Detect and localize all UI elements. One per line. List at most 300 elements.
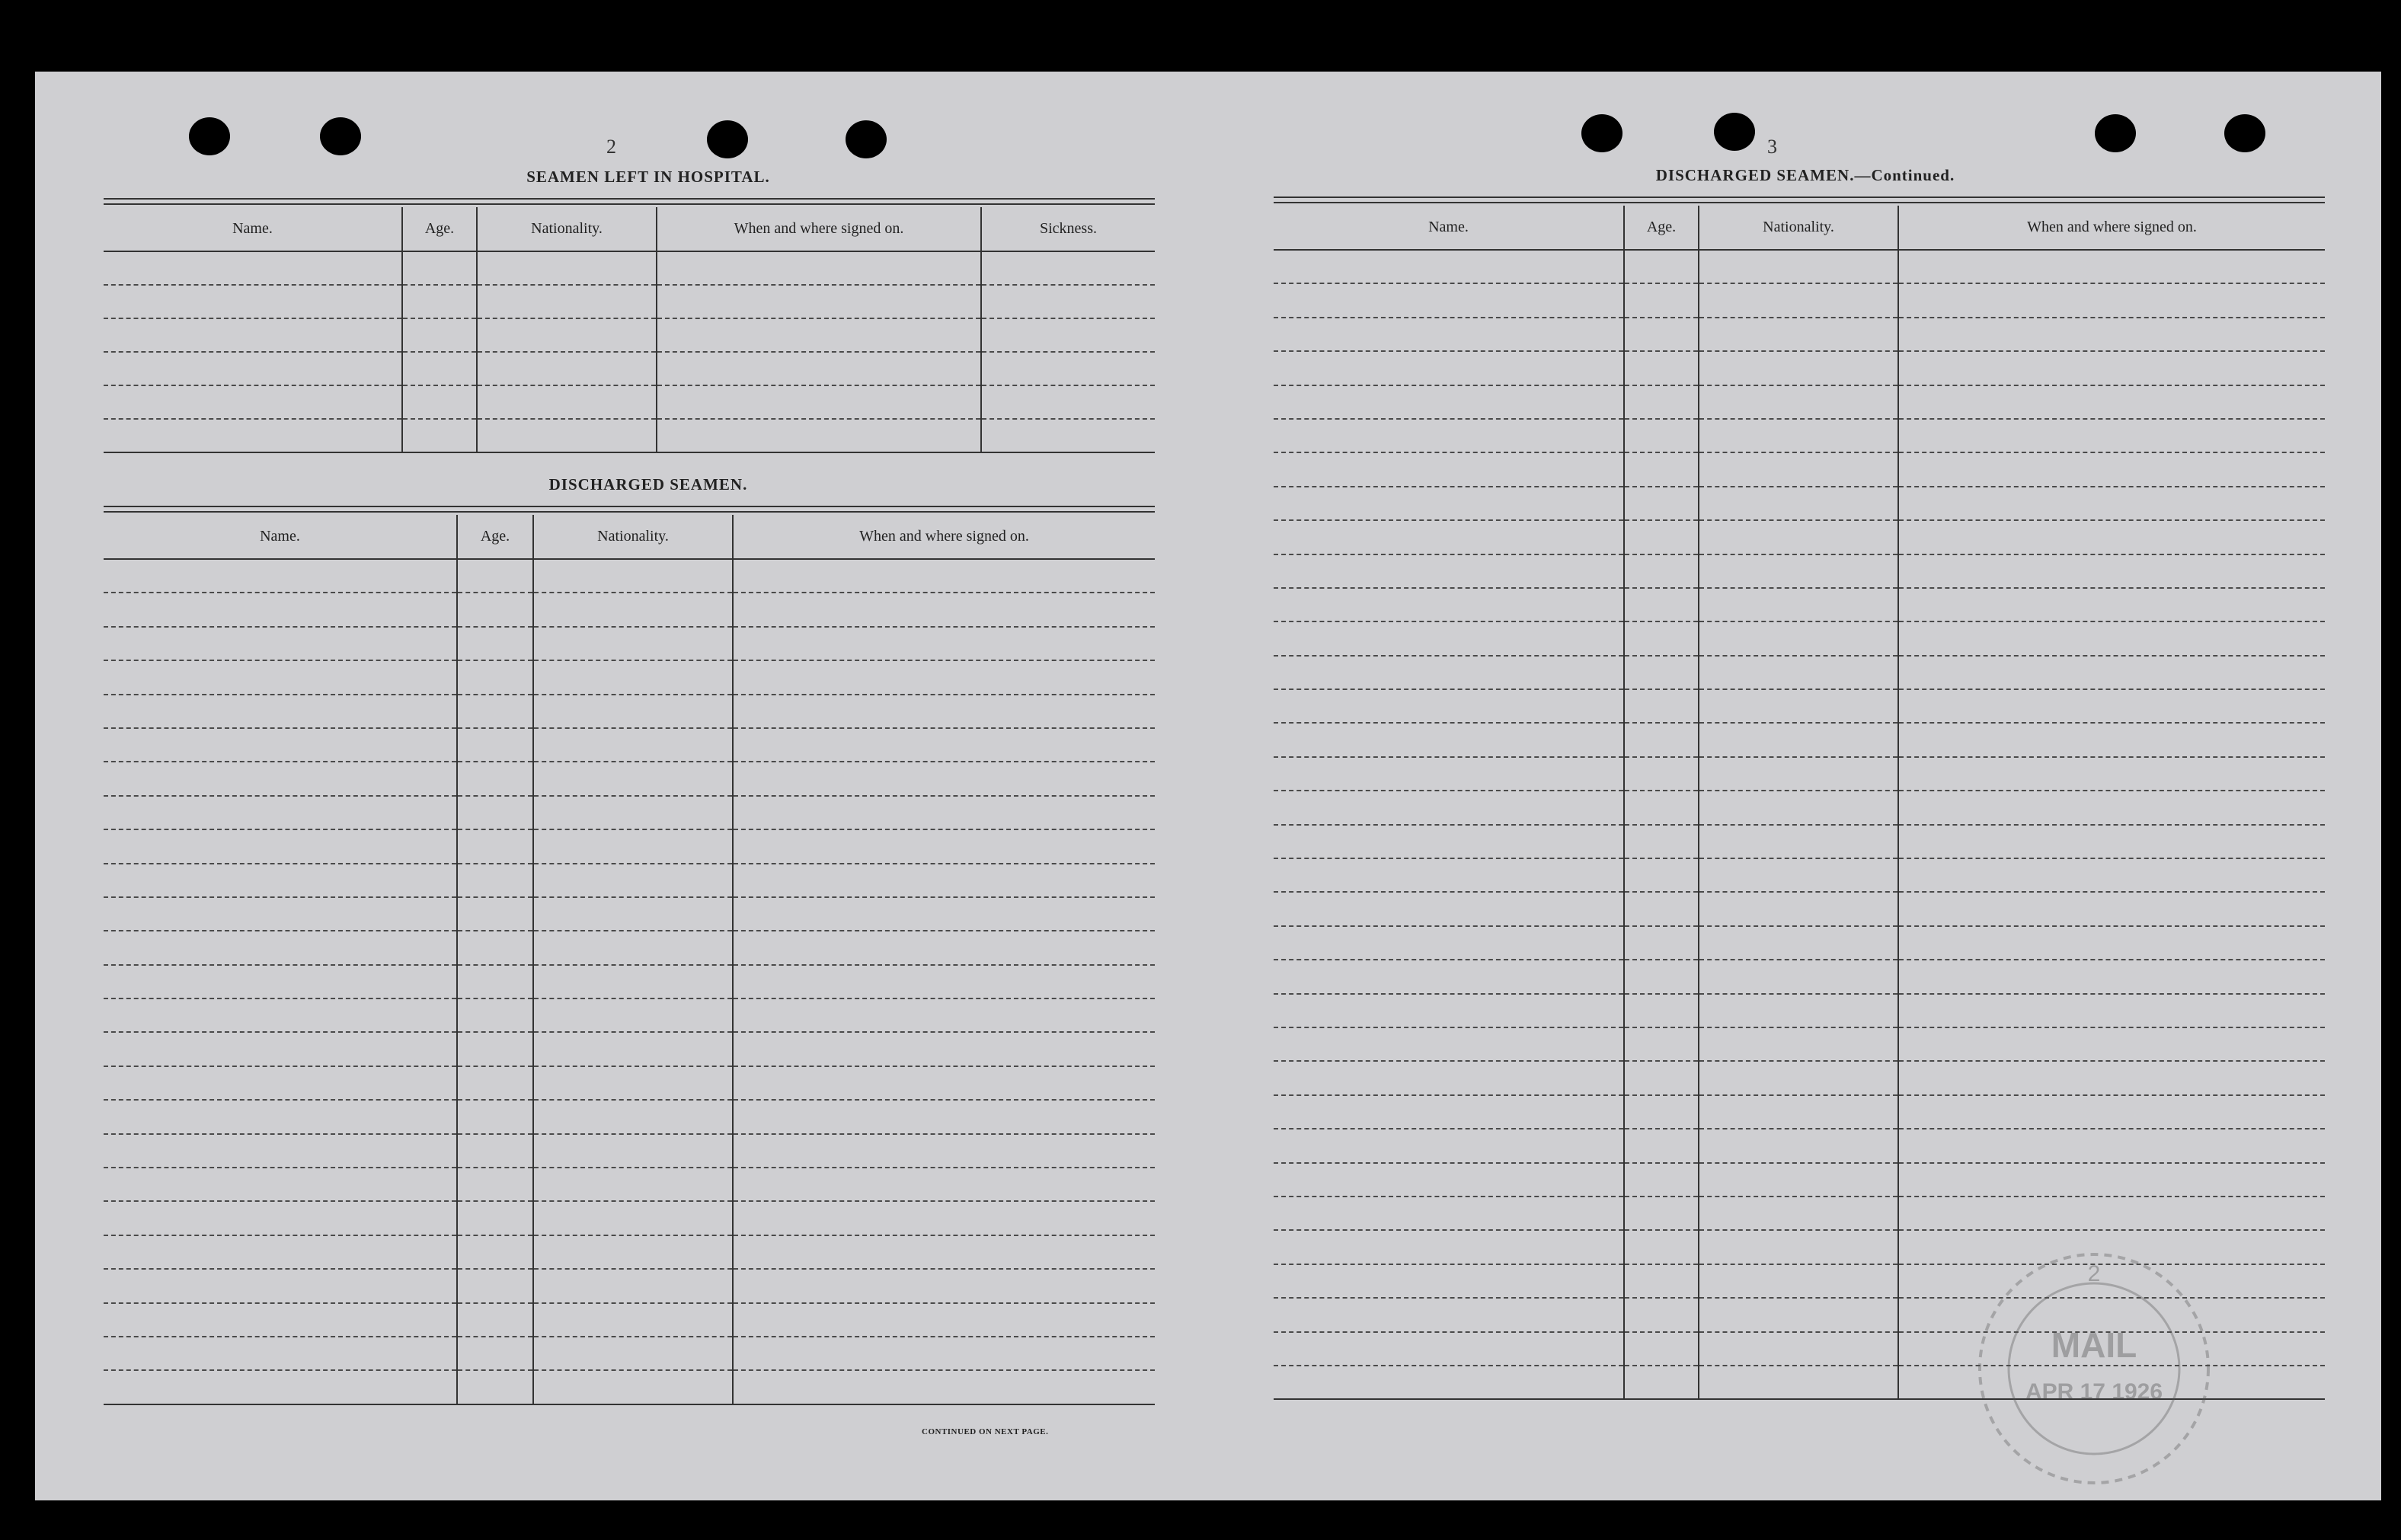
- blank-cell[interactable]: [1624, 858, 1699, 892]
- blank-cell[interactable]: [1624, 283, 1699, 317]
- blank-cell[interactable]: [1699, 757, 1898, 791]
- blank-cell[interactable]: [477, 251, 657, 285]
- punch-hole: [846, 120, 887, 158]
- blank-cell[interactable]: [733, 1201, 1155, 1235]
- blank-cell[interactable]: [1624, 757, 1699, 791]
- blank-cell[interactable]: [457, 1168, 533, 1201]
- table-row: [1274, 926, 2325, 960]
- blank-cell[interactable]: [1898, 1061, 2325, 1094]
- blank-cell[interactable]: [457, 998, 533, 1032]
- blank-cell[interactable]: [533, 998, 733, 1032]
- blank-cell[interactable]: [1624, 419, 1699, 452]
- blank-cell[interactable]: [457, 559, 533, 593]
- blank-cell[interactable]: [104, 1168, 457, 1201]
- blank-cell[interactable]: [1898, 1163, 2325, 1197]
- blank-cell[interactable]: [1274, 994, 1624, 1027]
- blank-cell[interactable]: [1624, 318, 1699, 351]
- blank-cell[interactable]: [457, 796, 533, 829]
- blank-cell[interactable]: [1699, 1197, 1898, 1230]
- blank-cell[interactable]: [1699, 318, 1898, 351]
- blank-cell[interactable]: [457, 1032, 533, 1066]
- blank-cell[interactable]: [1274, 520, 1624, 554]
- blank-cell[interactable]: [1274, 791, 1624, 824]
- blank-cell[interactable]: [733, 1370, 1155, 1404]
- right-top-rule: [1274, 196, 2325, 198]
- blank-cell[interactable]: [533, 965, 733, 998]
- blank-cell[interactable]: [104, 1032, 457, 1066]
- blank-cell[interactable]: [657, 419, 981, 452]
- blank-cell[interactable]: [533, 931, 733, 964]
- blank-cell[interactable]: [533, 796, 733, 829]
- blank-cell[interactable]: [1699, 1298, 1898, 1331]
- blank-cell[interactable]: [1274, 825, 1624, 858]
- blank-cell[interactable]: [1624, 960, 1699, 993]
- blank-cell[interactable]: [533, 1032, 733, 1066]
- blank-cell[interactable]: [104, 897, 457, 931]
- blank-cell[interactable]: [1624, 1129, 1699, 1162]
- table-row: [1274, 892, 2325, 925]
- blank-cell[interactable]: [457, 1201, 533, 1235]
- col-header-signed-on: When and where signed on.: [1898, 206, 2325, 250]
- blank-cell[interactable]: [457, 864, 533, 897]
- blank-cell[interactable]: [1898, 452, 2325, 486]
- blank-cell[interactable]: [733, 897, 1155, 931]
- blank-cell[interactable]: [1898, 554, 2325, 588]
- blank-cell[interactable]: [457, 1370, 533, 1404]
- blank-cell[interactable]: [733, 796, 1155, 829]
- blank-cell[interactable]: [533, 1235, 733, 1269]
- blank-cell[interactable]: [1274, 1298, 1624, 1331]
- blank-cell[interactable]: [457, 762, 533, 795]
- blank-cell[interactable]: [1898, 1129, 2325, 1162]
- blank-cell[interactable]: [104, 660, 457, 694]
- blank-cell[interactable]: [1898, 318, 2325, 351]
- blank-cell[interactable]: [1898, 656, 2325, 689]
- blank-cell[interactable]: [1274, 1264, 1624, 1298]
- blank-cell[interactable]: [1624, 791, 1699, 824]
- blank-cell[interactable]: [104, 998, 457, 1032]
- blank-cell[interactable]: [533, 1269, 733, 1302]
- blank-cell[interactable]: [1624, 1230, 1699, 1264]
- blank-cell[interactable]: [1699, 723, 1898, 756]
- blank-cell[interactable]: [981, 285, 1155, 318]
- blank-cell[interactable]: [533, 593, 733, 626]
- blank-cell[interactable]: [104, 385, 402, 419]
- blank-cell[interactable]: [457, 1337, 533, 1370]
- blank-cell[interactable]: [1624, 554, 1699, 588]
- blank-cell[interactable]: [1274, 621, 1624, 655]
- blank-cell[interactable]: [1624, 1366, 1699, 1399]
- blank-cell[interactable]: [1624, 452, 1699, 486]
- blank-cell[interactable]: [533, 1337, 733, 1370]
- blank-cell[interactable]: [1624, 1298, 1699, 1331]
- blank-cell[interactable]: [104, 419, 402, 452]
- blank-cell[interactable]: [104, 318, 402, 352]
- blank-cell[interactable]: [1699, 419, 1898, 452]
- blank-cell[interactable]: [533, 1066, 733, 1100]
- blank-cell[interactable]: [1699, 1129, 1898, 1162]
- table-row: [1274, 791, 2325, 824]
- blank-cell[interactable]: [1274, 1230, 1624, 1264]
- blank-cell[interactable]: [1274, 385, 1624, 419]
- col-header-age: Age.: [457, 515, 533, 559]
- blank-cell[interactable]: [1274, 1027, 1624, 1061]
- blank-cell[interactable]: [1699, 1163, 1898, 1197]
- blank-cell[interactable]: [402, 385, 477, 419]
- blank-cell[interactable]: [1898, 858, 2325, 892]
- blank-cell[interactable]: [1274, 250, 1624, 283]
- blank-cell[interactable]: [1898, 351, 2325, 385]
- blank-cell[interactable]: [1699, 1264, 1898, 1298]
- blank-cell[interactable]: [1624, 1264, 1699, 1298]
- blank-cell[interactable]: [1274, 858, 1624, 892]
- blank-cell[interactable]: [104, 627, 457, 660]
- table-row: [1274, 554, 2325, 588]
- blank-cell[interactable]: [733, 660, 1155, 694]
- blank-cell[interactable]: [981, 251, 1155, 285]
- blank-cell[interactable]: [533, 1134, 733, 1168]
- blank-cell[interactable]: [1898, 487, 2325, 520]
- blank-cell[interactable]: [1699, 1332, 1898, 1366]
- col-header-signed-on: When and where signed on.: [657, 207, 981, 251]
- blank-cell[interactable]: [533, 829, 733, 863]
- discharged-table: [104, 515, 1155, 1405]
- col-header-nationality: Nationality.: [533, 515, 733, 559]
- blank-cell[interactable]: [1624, 689, 1699, 723]
- blank-cell[interactable]: [733, 1134, 1155, 1168]
- blank-cell[interactable]: [104, 762, 457, 795]
- blank-cell[interactable]: [733, 695, 1155, 728]
- blank-cell[interactable]: [1699, 621, 1898, 655]
- blank-cell[interactable]: [1699, 892, 1898, 925]
- blank-cell[interactable]: [1274, 689, 1624, 723]
- blank-cell[interactable]: [533, 1370, 733, 1404]
- blank-cell[interactable]: [104, 728, 457, 762]
- blank-cell[interactable]: [1898, 588, 2325, 621]
- blank-cell[interactable]: [402, 285, 477, 318]
- blank-cell[interactable]: [733, 1235, 1155, 1269]
- blank-cell[interactable]: [1699, 588, 1898, 621]
- blank-cell[interactable]: [104, 285, 402, 318]
- blank-cell[interactable]: [1274, 1095, 1624, 1129]
- blank-cell[interactable]: [1699, 554, 1898, 588]
- blank-cell[interactable]: [1699, 520, 1898, 554]
- blank-cell[interactable]: [981, 385, 1155, 419]
- blank-cell[interactable]: [1898, 419, 2325, 452]
- col-header-name: Name.: [104, 515, 457, 559]
- blank-cell[interactable]: [733, 931, 1155, 964]
- blank-cell[interactable]: [657, 318, 981, 352]
- blank-cell[interactable]: [1699, 791, 1898, 824]
- blank-cell[interactable]: [1624, 926, 1699, 960]
- blank-cell[interactable]: [1624, 1027, 1699, 1061]
- blank-cell[interactable]: [1699, 351, 1898, 385]
- blank-cell[interactable]: [457, 660, 533, 694]
- blank-cell[interactable]: [104, 352, 402, 385]
- blank-cell[interactable]: [1624, 656, 1699, 689]
- blank-cell[interactable]: [1274, 419, 1624, 452]
- blank-cell[interactable]: [457, 1100, 533, 1133]
- blank-cell[interactable]: [533, 695, 733, 728]
- table-row: [1274, 621, 2325, 655]
- blank-cell[interactable]: [104, 695, 457, 728]
- blank-cell[interactable]: [477, 285, 657, 318]
- blank-cell[interactable]: [104, 559, 457, 593]
- table-row: [1274, 858, 2325, 892]
- blank-cell[interactable]: [1699, 1095, 1898, 1129]
- table-row: [1274, 487, 2325, 520]
- blank-cell[interactable]: [104, 1134, 457, 1168]
- blank-cell[interactable]: [1624, 487, 1699, 520]
- blank-cell[interactable]: [1699, 250, 1898, 283]
- blank-cell[interactable]: [1699, 452, 1898, 486]
- blank-cell[interactable]: [1898, 689, 2325, 723]
- blank-cell[interactable]: [733, 593, 1155, 626]
- table-row: [104, 1235, 1155, 1269]
- blank-cell[interactable]: [1274, 487, 1624, 520]
- blank-cell[interactable]: [733, 998, 1155, 1032]
- blank-cell[interactable]: [1274, 1366, 1624, 1399]
- blank-cell[interactable]: [1699, 825, 1898, 858]
- blank-cell[interactable]: [104, 1370, 457, 1404]
- blank-cell[interactable]: [1699, 487, 1898, 520]
- blank-cell[interactable]: [477, 419, 657, 452]
- blank-cell[interactable]: [104, 864, 457, 897]
- table-row: [1274, 1095, 2325, 1129]
- blank-cell[interactable]: [1274, 1332, 1624, 1366]
- blank-cell[interactable]: [733, 1269, 1155, 1302]
- col-header-name: Name.: [104, 207, 402, 251]
- blank-cell[interactable]: [657, 385, 981, 419]
- blank-cell[interactable]: [1274, 318, 1624, 351]
- blank-cell[interactable]: [981, 318, 1155, 352]
- blank-cell[interactable]: [1699, 1061, 1898, 1094]
- blank-cell[interactable]: [1898, 892, 2325, 925]
- table-row: [104, 728, 1155, 762]
- blank-cell[interactable]: [1898, 723, 2325, 756]
- blank-cell[interactable]: [533, 627, 733, 660]
- blank-cell[interactable]: [1624, 588, 1699, 621]
- blank-cell[interactable]: [402, 419, 477, 452]
- blank-cell[interactable]: [1274, 351, 1624, 385]
- table-row: [1274, 1027, 2325, 1061]
- blank-cell[interactable]: [1898, 1027, 2325, 1061]
- blank-cell[interactable]: [981, 352, 1155, 385]
- blank-cell[interactable]: [1274, 1163, 1624, 1197]
- blank-cell[interactable]: [733, 559, 1155, 593]
- blank-cell[interactable]: [1699, 656, 1898, 689]
- blank-cell[interactable]: [1624, 994, 1699, 1027]
- blank-cell[interactable]: [733, 627, 1155, 660]
- blank-cell[interactable]: [104, 796, 457, 829]
- blank-cell[interactable]: [457, 1235, 533, 1269]
- table-row: [104, 385, 1155, 419]
- table-row: [104, 1337, 1155, 1370]
- blank-cell[interactable]: [457, 829, 533, 863]
- blank-cell[interactable]: [533, 1201, 733, 1235]
- blank-cell[interactable]: [1624, 825, 1699, 858]
- col-header-nationality: Nationality.: [1699, 206, 1898, 250]
- blank-cell[interactable]: [457, 1066, 533, 1100]
- table-row: [1274, 723, 2325, 756]
- blank-cell[interactable]: [1624, 621, 1699, 655]
- blank-cell[interactable]: [533, 762, 733, 795]
- blank-cell[interactable]: [104, 829, 457, 863]
- blank-cell[interactable]: [1699, 689, 1898, 723]
- blank-cell[interactable]: [1898, 994, 2325, 1027]
- blank-cell[interactable]: [1624, 1095, 1699, 1129]
- blank-cell[interactable]: [477, 385, 657, 419]
- blank-cell[interactable]: [1624, 1061, 1699, 1094]
- blank-cell[interactable]: [457, 1303, 533, 1337]
- table-row: [104, 627, 1155, 660]
- blank-cell[interactable]: [457, 627, 533, 660]
- blank-cell[interactable]: [1624, 1197, 1699, 1230]
- blank-cell[interactable]: [104, 1100, 457, 1133]
- blank-cell[interactable]: [1898, 283, 2325, 317]
- blank-cell[interactable]: [1274, 926, 1624, 960]
- blank-cell[interactable]: [1699, 994, 1898, 1027]
- blank-cell[interactable]: [457, 695, 533, 728]
- blank-cell[interactable]: [1898, 385, 2325, 419]
- blank-cell[interactable]: [1274, 1061, 1624, 1094]
- blank-cell[interactable]: [733, 1066, 1155, 1100]
- blank-cell[interactable]: [104, 1303, 457, 1337]
- blank-cell[interactable]: [1898, 1197, 2325, 1230]
- blank-cell[interactable]: [1699, 960, 1898, 993]
- punch-hole: [189, 117, 230, 155]
- table-row: [104, 285, 1155, 318]
- blank-cell[interactable]: [1898, 250, 2325, 283]
- blank-cell[interactable]: [457, 1134, 533, 1168]
- blank-cell[interactable]: [1699, 1027, 1898, 1061]
- blank-cell[interactable]: [104, 1201, 457, 1235]
- blank-cell[interactable]: [657, 285, 981, 318]
- blank-cell[interactable]: [657, 251, 981, 285]
- blank-cell[interactable]: [1274, 757, 1624, 791]
- blank-cell[interactable]: [1699, 858, 1898, 892]
- blank-cell[interactable]: [1624, 385, 1699, 419]
- blank-cell[interactable]: [104, 1269, 457, 1302]
- blank-cell[interactable]: [1699, 1230, 1898, 1264]
- blank-cell[interactable]: [657, 352, 981, 385]
- punch-hole: [1581, 114, 1623, 152]
- blank-cell[interactable]: [1274, 554, 1624, 588]
- blank-cell[interactable]: [1274, 588, 1624, 621]
- blank-cell[interactable]: [533, 728, 733, 762]
- blank-cell[interactable]: [733, 728, 1155, 762]
- blank-cell[interactable]: [1624, 351, 1699, 385]
- blank-cell[interactable]: [1898, 621, 2325, 655]
- table-row: [104, 1201, 1155, 1235]
- blank-cell[interactable]: [1898, 926, 2325, 960]
- blank-cell[interactable]: [1699, 1366, 1898, 1399]
- blank-cell[interactable]: [1898, 791, 2325, 824]
- blank-cell[interactable]: [733, 762, 1155, 795]
- blank-cell[interactable]: [733, 1168, 1155, 1201]
- blank-cell[interactable]: [1624, 520, 1699, 554]
- blank-cell[interactable]: [1898, 757, 2325, 791]
- hospital-top-rule: [104, 198, 1155, 200]
- blank-cell[interactable]: [104, 1066, 457, 1100]
- blank-cell[interactable]: [1274, 960, 1624, 993]
- blank-cell[interactable]: [1274, 452, 1624, 486]
- blank-cell[interactable]: [533, 1168, 733, 1201]
- blank-cell[interactable]: [733, 829, 1155, 863]
- blank-cell[interactable]: [104, 251, 402, 285]
- blank-cell[interactable]: [533, 897, 733, 931]
- blank-cell[interactable]: [457, 965, 533, 998]
- blank-cell[interactable]: [1624, 723, 1699, 756]
- blank-cell[interactable]: [104, 1235, 457, 1269]
- blank-cell[interactable]: [733, 1303, 1155, 1337]
- blank-cell[interactable]: [457, 897, 533, 931]
- blank-cell[interactable]: [733, 1100, 1155, 1133]
- blank-cell[interactable]: [457, 1269, 533, 1302]
- blank-cell[interactable]: [1274, 656, 1624, 689]
- blank-cell[interactable]: [533, 660, 733, 694]
- page-number-left: 2: [606, 136, 616, 158]
- blank-cell[interactable]: [402, 352, 477, 385]
- blank-cell[interactable]: [402, 318, 477, 352]
- blank-cell[interactable]: [533, 1303, 733, 1337]
- blank-cell[interactable]: [457, 931, 533, 964]
- blank-cell[interactable]: [1699, 926, 1898, 960]
- blank-cell[interactable]: [1274, 723, 1624, 756]
- table-row: [1274, 656, 2325, 689]
- blank-cell[interactable]: [733, 864, 1155, 897]
- blank-cell[interactable]: [477, 352, 657, 385]
- blank-cell[interactable]: [104, 931, 457, 964]
- blank-cell[interactable]: [1699, 283, 1898, 317]
- blank-cell[interactable]: [1274, 892, 1624, 925]
- blank-cell[interactable]: [1898, 960, 2325, 993]
- punch-hole: [2224, 114, 2265, 152]
- blank-cell[interactable]: [733, 1337, 1155, 1370]
- blank-cell[interactable]: [1624, 892, 1699, 925]
- blank-cell[interactable]: [104, 1337, 457, 1370]
- table-row: [1274, 419, 2325, 452]
- col-header-age: Age.: [1624, 206, 1699, 250]
- blank-cell[interactable]: [533, 1100, 733, 1133]
- blank-cell[interactable]: [104, 593, 457, 626]
- blank-cell[interactable]: [1699, 385, 1898, 419]
- blank-cell[interactable]: [1624, 1163, 1699, 1197]
- blank-cell[interactable]: [1624, 1332, 1699, 1366]
- blank-cell[interactable]: [1898, 520, 2325, 554]
- blank-cell[interactable]: [733, 965, 1155, 998]
- blank-cell[interactable]: [457, 593, 533, 626]
- blank-cell[interactable]: [457, 728, 533, 762]
- blank-cell[interactable]: [1274, 283, 1624, 317]
- blank-cell[interactable]: [104, 965, 457, 998]
- blank-cell[interactable]: [402, 251, 477, 285]
- table-row: [1274, 960, 2325, 993]
- blank-cell[interactable]: [533, 864, 733, 897]
- table-row: [104, 1134, 1155, 1168]
- blank-cell[interactable]: [981, 419, 1155, 452]
- blank-cell[interactable]: [533, 559, 733, 593]
- blank-cell[interactable]: [1898, 825, 2325, 858]
- blank-cell[interactable]: [1624, 250, 1699, 283]
- continued-note: CONTINUED ON NEXT PAGE.: [922, 1427, 1049, 1436]
- blank-cell[interactable]: [1898, 1095, 2325, 1129]
- blank-cell[interactable]: [1274, 1197, 1624, 1230]
- blank-cell[interactable]: [733, 1032, 1155, 1066]
- table-row: [1274, 351, 2325, 385]
- blank-cell[interactable]: [1274, 1129, 1624, 1162]
- blank-cell[interactable]: [477, 318, 657, 352]
